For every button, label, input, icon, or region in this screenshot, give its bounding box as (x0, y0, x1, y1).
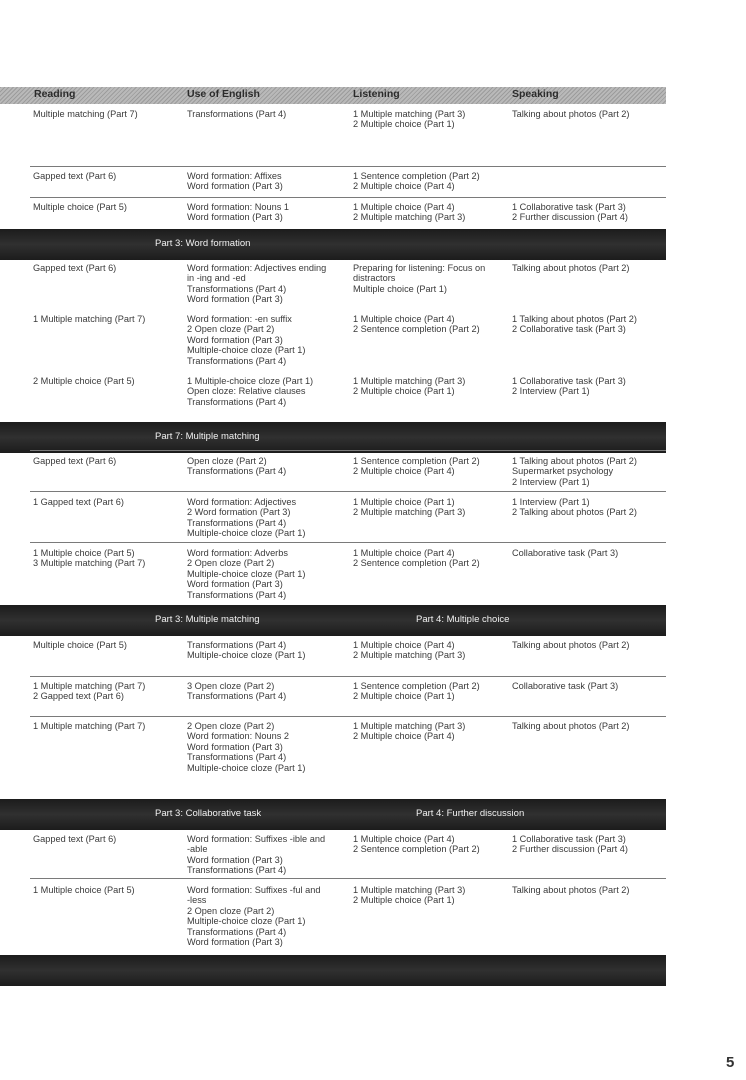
cell-line: 1 Multiple choice (Part 4) (353, 548, 455, 558)
cell-line: 2 Further discussion (Part 4) (512, 212, 628, 223)
cell-line: Word formation: Adjectives ending (187, 263, 327, 273)
use-of-english-cell (187, 885, 320, 947)
reading-cell (33, 171, 116, 181)
cell-line: Gapped text (Part 6) (33, 263, 117, 273)
cell-line: Open cloze (Part 2) (187, 456, 267, 466)
listening-cell (353, 721, 465, 742)
cell-line: Word formation (Part 3) (187, 212, 283, 223)
cell-line: Multiple choice (Part 1) (353, 283, 447, 294)
cell-line: 2 Collaborative task (Part 3) (512, 324, 626, 335)
speaking-cell (512, 834, 628, 855)
cell-line: 2 Multiple choice (Part 1) (353, 895, 455, 906)
cell-line: Supermarket psychology (512, 466, 614, 477)
cell-line: 2 Multiple choice (Part 4) (353, 731, 455, 742)
reading-cell (33, 885, 135, 895)
cell-line: Word formation: Suffixes -ful and (187, 885, 321, 895)
cell-line: Talking about photos (Part 2) (512, 640, 630, 650)
cell-line: Word formation (Part 3) (187, 579, 283, 590)
cell-line: Word formation (Part 3) (187, 334, 283, 345)
cell-line: 2 Open cloze (Part 2) (187, 558, 275, 569)
speaking-cell (512, 263, 629, 273)
cell-line: 1 Multiple choice (Part 5) (33, 548, 135, 558)
header-speaking: Speaking (512, 88, 559, 100)
cell-line: Transformations (Part 4) (187, 396, 287, 407)
cell-line: 2 Sentence completion (Part 2) (353, 324, 480, 335)
cell-line: 1 Talking about photos (Part 2) (512, 314, 637, 324)
cell-line: 2 Open cloze (Part 2) (187, 721, 275, 731)
cell-line: 1 Sentence completion (Part 2) (353, 681, 480, 691)
cell-line: 1 Multiple matching (Part 7) (33, 314, 146, 324)
cell-line: Word formation: Adjectives (187, 497, 297, 507)
band-label-secondary: Part 4: Further discussion (416, 808, 525, 819)
cell-line: 1 Multiple choice (Part 4) (353, 640, 455, 650)
cell-line: 2 Sentence completion (Part 2) (353, 844, 480, 855)
cell-line: Transformations (Part 4) (187, 865, 287, 876)
cell-line: 2 Further discussion (Part 4) (512, 844, 628, 855)
cell-line: Gapped text (Part 6) (33, 171, 117, 181)
use-of-english-cell (187, 640, 305, 661)
row-divider (30, 450, 666, 451)
reading-cell (33, 681, 145, 702)
listening-cell (353, 456, 480, 477)
listening-cell (353, 263, 485, 294)
speaking-cell (512, 681, 618, 691)
cell-line: Multiple-choice cloze (Part 1) (187, 650, 306, 661)
use-of-english-cell (187, 171, 283, 192)
row-divider (30, 878, 666, 879)
cell-line: Transformations (Part 4) (187, 109, 287, 119)
use-of-english-cell (187, 202, 289, 223)
speaking-cell (512, 721, 629, 731)
cell-line: 2 Open cloze (Part 2) (187, 905, 275, 916)
cell-line: 2 Interview (Part 1) (512, 476, 590, 487)
cell-line: 2 Multiple choice (Part 4) (353, 466, 455, 477)
section-band (0, 605, 666, 636)
band-label: Part 3: Multiple matching (155, 614, 260, 625)
cell-line: Word formation: Suffixes -ible and (187, 834, 326, 844)
page-number: 5 (726, 1054, 735, 1071)
band-label: Part 3: Collaborative task (155, 808, 262, 819)
use-of-english-cell (187, 497, 305, 539)
reading-cell (33, 263, 116, 273)
use-of-english-cell (187, 834, 325, 876)
cell-line: 2 Multiple matching (Part 3) (353, 650, 466, 661)
cell-line: 3 Open cloze (Part 2) (187, 681, 275, 691)
cell-line: 1 Multiple choice (Part 1) (353, 497, 455, 507)
speaking-cell (512, 548, 618, 558)
cell-line: Multiple-choice cloze (Part 1) (187, 568, 306, 579)
cell-line: 2 Multiple choice (Part 1) (353, 691, 455, 702)
cell-line: 1 Collaborative task (Part 3) (512, 834, 626, 844)
cell-line: Preparing for listening: Focus on (353, 263, 486, 273)
speaking-cell (512, 376, 626, 397)
cell-line: 2 Sentence completion (Part 2) (353, 558, 480, 569)
reading-cell (33, 376, 135, 386)
cell-line: Word formation: Nouns 1 (187, 202, 289, 212)
cell-line: Transformations (Part 4) (187, 691, 287, 702)
use-of-english-cell (187, 263, 326, 305)
cell-line: Transformations (Part 4) (187, 355, 287, 366)
reading-cell (33, 314, 145, 324)
cell-line: distractors (353, 273, 396, 284)
listening-cell (353, 885, 465, 906)
cell-line: Word formation (Part 3) (187, 854, 283, 865)
cell-line: Word formation: Adverbs (187, 548, 288, 558)
reading-cell (33, 456, 116, 466)
cell-line: Transformations (Part 4) (187, 640, 287, 650)
cell-line: 2 Multiple choice (Part 4) (353, 181, 455, 192)
reading-cell (33, 202, 127, 212)
cell-line: 1 Interview (Part 1) (512, 497, 590, 507)
cell-line: 1 Sentence completion (Part 2) (353, 171, 480, 181)
cell-line: 1 Multiple choice (Part 5) (33, 885, 135, 895)
cell-line: 1 Multiple choice (Part 4) (353, 834, 455, 844)
reading-cell (33, 497, 124, 507)
cell-line: Word formation: Affixes (187, 171, 282, 181)
cell-line: 2 Multiple choice (Part 1) (353, 386, 455, 397)
cell-line: Word formation: -en suffix (187, 314, 292, 324)
cell-line: Open cloze: Relative clauses (187, 386, 306, 397)
listening-cell (353, 548, 480, 569)
cell-line: Transformations (Part 4) (187, 517, 287, 528)
listening-cell (353, 314, 480, 335)
cell-line: 1 Multiple matching (Part 3) (353, 885, 466, 895)
cell-line: Word formation: Nouns 2 (187, 731, 289, 742)
reading-cell (33, 721, 145, 731)
use-of-english-cell (187, 314, 305, 366)
cell-line: 3 Multiple matching (Part 7) (33, 558, 146, 569)
cell-line: 1 Multiple matching (Part 3) (353, 109, 466, 119)
listening-cell (353, 109, 465, 130)
use-of-english-cell (187, 548, 305, 600)
section-band (0, 955, 666, 986)
speaking-cell (512, 456, 637, 487)
cell-line: Transformations (Part 4) (187, 589, 287, 600)
row-divider (30, 716, 666, 717)
listening-cell (353, 376, 465, 397)
cell-line: Gapped text (Part 6) (33, 834, 117, 844)
cell-line: 1 Multiple matching (Part 7) (33, 681, 146, 691)
listening-cell (353, 681, 480, 702)
cell-line: Multiple-choice cloze (Part 1) (187, 528, 306, 539)
row-divider (30, 491, 666, 492)
cell-line: 1 Multiple-choice cloze (Part 1) (187, 376, 314, 386)
speaking-cell (512, 497, 637, 518)
cell-line: Multiple-choice cloze (Part 1) (187, 762, 306, 773)
cell-line: 2 Word formation (Part 3) (187, 507, 291, 518)
reading-cell (33, 640, 127, 650)
band-label: Part 3: Word formation (155, 238, 251, 249)
row-divider (30, 166, 666, 167)
cell-line: Talking about photos (Part 2) (512, 109, 630, 119)
use-of-english-cell (187, 109, 286, 119)
section-band (0, 422, 666, 453)
header-reading: Reading (34, 88, 76, 100)
cell-line: Multiple choice (Part 5) (33, 202, 127, 212)
listening-cell (353, 834, 480, 855)
cell-line: 1 Collaborative task (Part 3) (512, 376, 626, 386)
cell-line: Transformations (Part 4) (187, 466, 287, 477)
cell-line: 2 Multiple choice (Part 5) (33, 376, 135, 386)
speaking-cell (512, 640, 629, 650)
cell-line: Collaborative task (Part 3) (512, 681, 619, 691)
header-listening: Listening (353, 88, 400, 100)
cell-line: 2 Multiple choice (Part 1) (353, 119, 455, 130)
cell-line: 1 Multiple choice (Part 4) (353, 314, 455, 324)
speaking-cell (512, 885, 629, 895)
cell-line: Transformations (Part 4) (187, 926, 287, 937)
band-label: Part 7: Multiple matching (155, 431, 260, 442)
header-use-of-english: Use of English (187, 88, 260, 100)
cell-line: Word formation (Part 3) (187, 294, 283, 305)
table-header (0, 87, 666, 104)
cell-line: 2 Gapped text (Part 6) (33, 691, 124, 702)
cell-line: 2 Multiple matching (Part 3) (353, 507, 466, 518)
cell-line: -able (187, 844, 208, 855)
row-divider (30, 197, 666, 198)
cell-line: 1 Talking about photos (Part 2) (512, 456, 637, 466)
cell-line: Talking about photos (Part 2) (512, 721, 630, 731)
speaking-cell (512, 202, 628, 223)
cell-line: Word formation (Part 3) (187, 741, 283, 752)
cell-line: Word formation (Part 3) (187, 181, 283, 192)
cell-line: 1 Gapped text (Part 6) (33, 497, 124, 507)
cell-line: 2 Multiple matching (Part 3) (353, 212, 466, 223)
section-band (0, 799, 666, 830)
section-band (0, 229, 666, 260)
use-of-english-cell (187, 376, 313, 407)
use-of-english-cell (187, 721, 305, 773)
listening-cell (353, 171, 480, 192)
cell-line: Multiple-choice cloze (Part 1) (187, 345, 306, 356)
reading-cell (33, 109, 138, 119)
cell-line: Collaborative task (Part 3) (512, 548, 619, 558)
speaking-cell (512, 109, 629, 119)
cell-line: 1 Sentence completion (Part 2) (353, 456, 480, 466)
cell-line: Multiple choice (Part 5) (33, 640, 127, 650)
speaking-cell (512, 314, 637, 335)
cell-line: 1 Multiple matching (Part 7) (33, 721, 146, 731)
cell-line: Multiple matching (Part 7) (33, 109, 138, 119)
cell-line: Gapped text (Part 6) (33, 456, 117, 466)
cell-line: in -ing and -ed (187, 273, 246, 284)
cell-line: 2 Talking about photos (Part 2) (512, 507, 637, 518)
listening-cell (353, 640, 465, 661)
reading-cell (33, 548, 145, 569)
cell-line: 1 Multiple matching (Part 3) (353, 376, 466, 386)
row-divider (30, 676, 666, 677)
cell-line: Talking about photos (Part 2) (512, 263, 630, 273)
listening-cell (353, 202, 465, 223)
reading-cell (33, 834, 116, 844)
cell-line: 1 Multiple choice (Part 4) (353, 202, 455, 212)
cell-line: 2 Interview (Part 1) (512, 386, 590, 397)
cell-line: Multiple-choice cloze (Part 1) (187, 916, 306, 927)
cell-line: 1 Multiple matching (Part 3) (353, 721, 466, 731)
use-of-english-cell (187, 681, 286, 702)
cell-line: 1 Collaborative task (Part 3) (512, 202, 626, 212)
cell-line: Transformations (Part 4) (187, 283, 287, 294)
row-divider (30, 542, 666, 543)
band-label-secondary: Part 4: Multiple choice (416, 614, 510, 625)
cell-line: Transformations (Part 4) (187, 752, 287, 763)
cell-line: -less (187, 895, 207, 906)
cell-line: 2 Open cloze (Part 2) (187, 324, 275, 335)
listening-cell (353, 497, 465, 518)
cell-line: Talking about photos (Part 2) (512, 885, 630, 895)
use-of-english-cell (187, 456, 286, 477)
cell-line: Word formation (Part 3) (187, 937, 283, 948)
